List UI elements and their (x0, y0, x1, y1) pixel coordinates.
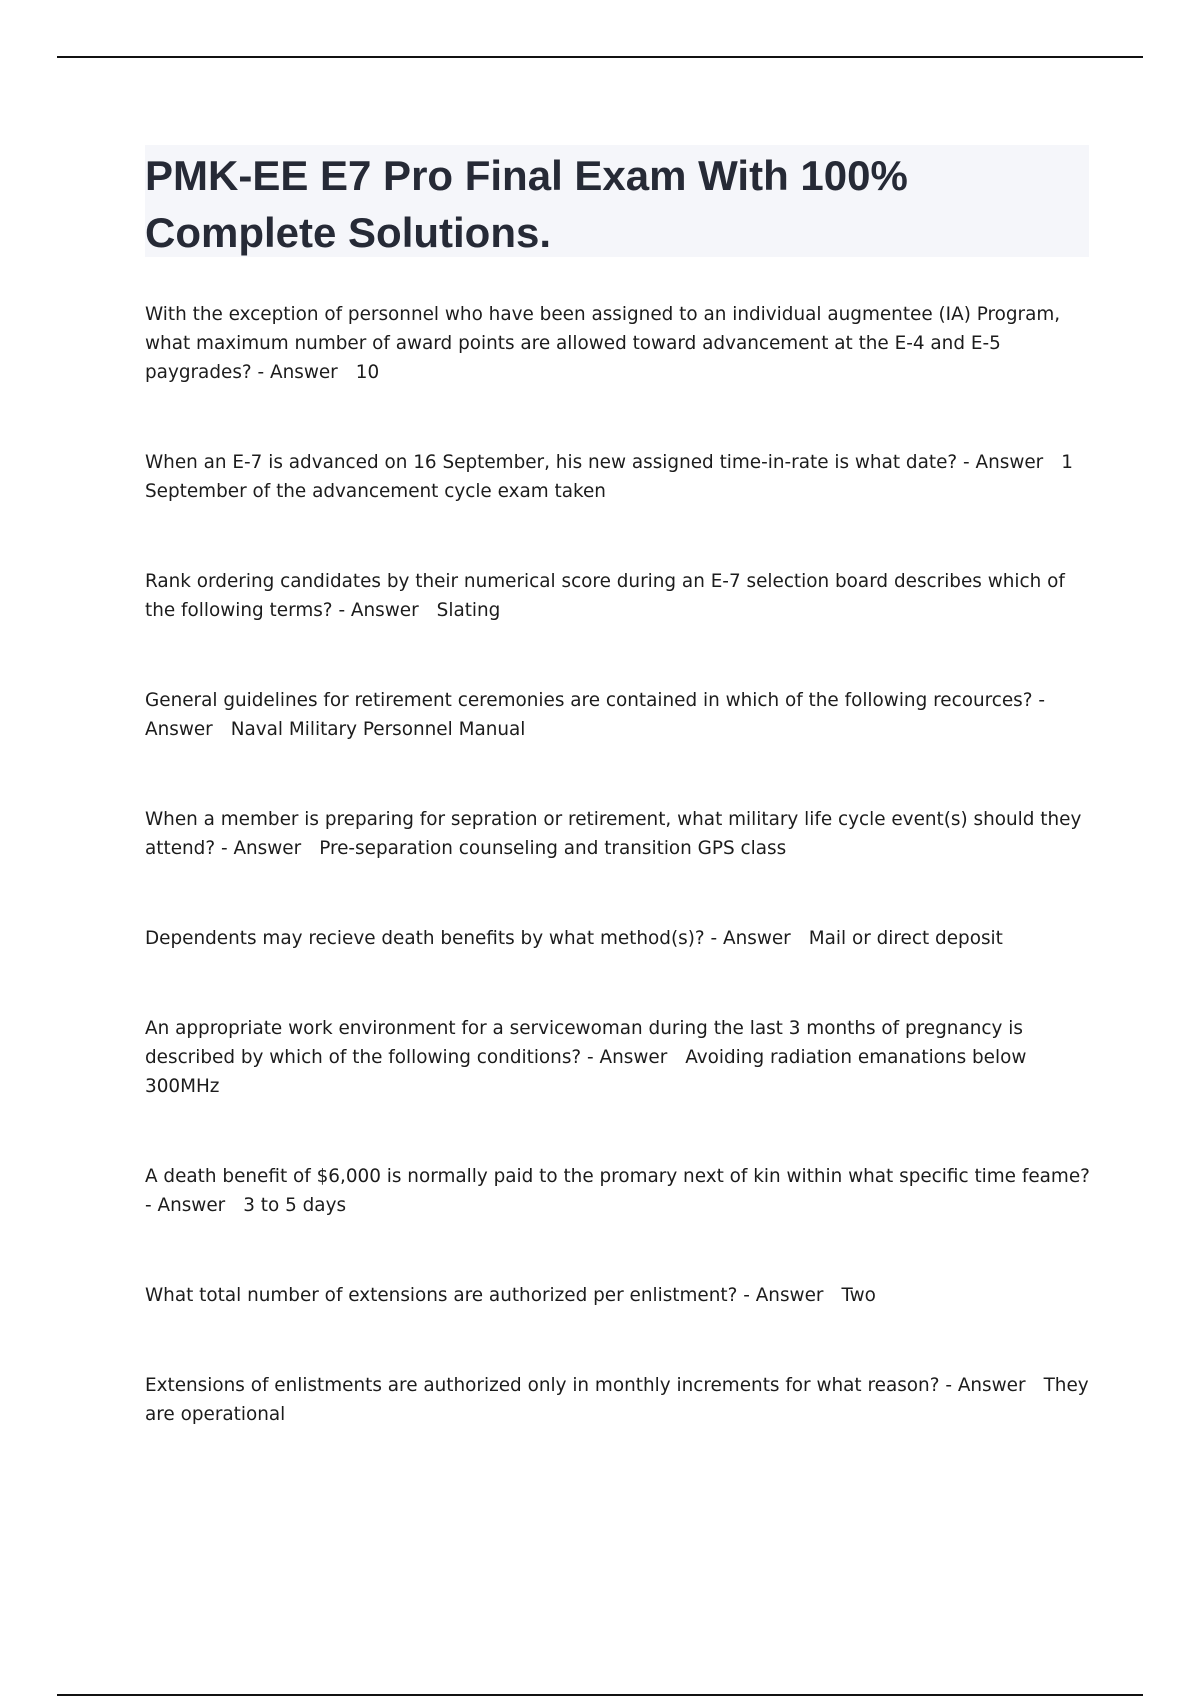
answer-label: - Answer (945, 1375, 1026, 1396)
answer-label: - Answer (257, 362, 338, 383)
answer-text: 1 September of the advancement cycle exam taken (145, 452, 1079, 502)
question-text: An appropriate work environment for a servicewoman during the last 3 months of pregnancy is described by which of the following conditions? (145, 1018, 1029, 1068)
qa-item (145, 805, 1090, 863)
answer-text: Two (841, 1285, 876, 1306)
qa-item (145, 300, 1090, 387)
answer-text: 10 (355, 362, 380, 383)
question-text: Rank ordering candidates by their numerical score during an E-7 selection board describes which of the following terms? (145, 571, 1071, 621)
answer-text: Avoiding radiation emanations below 300MHz (145, 1047, 1033, 1097)
question-text: When an E-7 is advanced on 16 September, his new assigned time-in-rate is what date? (145, 452, 958, 473)
answer-label: - Answer (145, 690, 1051, 740)
qa-item (145, 448, 1090, 506)
document-title: PMK-EE E7 Pro Final Exam With 100% Complete Solutions. (145, 152, 908, 256)
answer-label: - Answer (710, 928, 791, 949)
qa-item (145, 924, 1090, 953)
qa-item (145, 1014, 1090, 1101)
qa-item (145, 1281, 1090, 1310)
answer-label: - Answer (963, 452, 1044, 473)
footer-rule (57, 1694, 1143, 1696)
title-banner (145, 145, 1089, 257)
answer-label: - Answer (743, 1285, 824, 1306)
answer-label: - Answer (220, 838, 302, 859)
answer-text: Naval Military Personnel Manual (230, 719, 526, 740)
answer-text: Pre-separation counseling and transition GPS class (319, 838, 787, 859)
answer-label: - Answer (338, 600, 419, 621)
question-text: What total number of extensions are authorized per enlistment? (145, 1285, 738, 1306)
question-text: With the exception of personnel who have been assigned to an individual augmentee (IA) Program, what maximum number of award points are allowed toward advancement at the E-4 and E-5 paygrades? (145, 304, 1067, 383)
header-rule (57, 56, 1143, 58)
qa-item (145, 1162, 1090, 1220)
answer-label: - Answer (587, 1047, 668, 1068)
question-text: A death benefit of $6,000 is normally paid to the promary next of kin within what specific time feame? (145, 1166, 1090, 1187)
qa-list (145, 300, 1095, 1429)
answer-text: Slating (436, 600, 501, 621)
answer-text: Mail or direct deposit (808, 928, 1003, 949)
answer-text: 3 to 5 days (243, 1195, 347, 1216)
answer-text: They are operational (145, 1375, 1095, 1425)
qa-item (145, 567, 1090, 625)
question-text: When a member is preparing for sepration or retirement, what military life cycle event(s) should they attend? (145, 809, 1088, 859)
qa-item (145, 686, 1090, 744)
question-text: General guidelines for retirement ceremonies are contained in which of the following recources? (145, 690, 1033, 711)
question-text: Dependents may recieve death benefits by what method(s)? (145, 928, 705, 949)
answer-label: - Answer (145, 1195, 226, 1216)
question-text: Extensions of enlistments are authorized only in monthly increments for what reason? (145, 1375, 940, 1396)
qa-item (145, 1371, 1095, 1429)
